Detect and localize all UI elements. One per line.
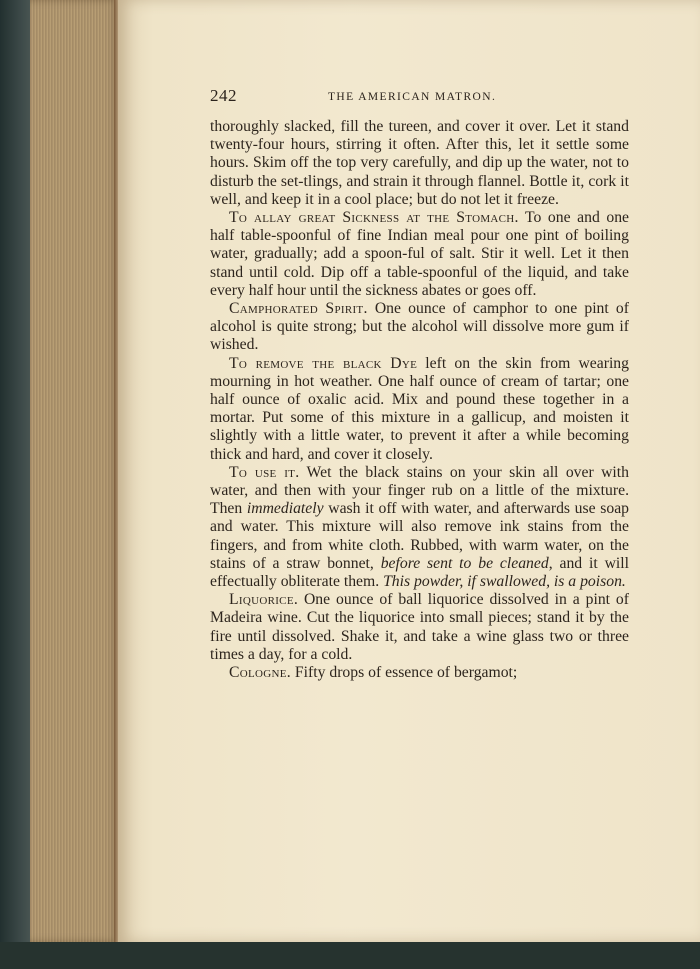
recipe-text: To one and one half table-spoonful of fine Indian meal pour one pint of boiling water, gradually; add a spoon-ful of salt. Stir it well. Let it then stand until cold. Dip off a table-spoonful of the liquid, and take every half hour until the sickness abates or goes off. [210,209,629,299]
recipe-heading: To remove the black Dye [229,354,418,372]
recipe-heading: To use it. [229,463,300,481]
page-number: 242 [210,86,237,105]
recipe-text: left on the skin from wearing mourning in hot weather. One half ounce of cream of tartar; one half ounce of oxalic acid. Mix and pound these together in a mortar. Put some of this mixture in a gallicup, and moisten it slightly with a little water, to prevent it after a while becoming thick and hard, and cover it closely. [210,354,629,463]
recipe-camphorated-spirit [210,300,629,355]
running-title: THE AMERICAN MATRON. [328,91,497,103]
recipe-italic: before sent to be cleaned [380,554,549,572]
paragraph-text: thoroughly slacked, fill the tureen, and cover it over. Let it stand twenty-four hours, stirring it often. After this, let it settle some hours. Skim off the top very carefully, and dip up the water, not to disturb the set-tlings, and strain it through flannel. Bottle it, cork it well, and keep it in a cool place; but do not let it freeze. [210,118,629,208]
recipe-text: , and it will effectually obliterate them. [210,554,629,591]
recipe-text: One ounce of camphor to one pint of alcohol is quite strong; but the alcohol will dissolve more gum if wished. [210,300,629,354]
recipe-allay-sickness [210,209,629,300]
page-edges [30,0,120,942]
recipe-heading: Camphorated Spirit. [229,300,368,318]
recipe-heading: Cologne. [229,664,291,682]
page-body [210,118,629,682]
book-bottom-band [0,942,700,969]
recipe-cologne [210,664,629,682]
recipe-use-it [210,464,629,591]
recipe-text: wash it off with water, and afterwards use soap and water. This mixture will also remove ink stains from the fingers, and from white cloth. Rubbed, with warm water, on the stains of a straw bonnet, [210,500,629,572]
recipe-heading: To allay great Sickness at the Stomach. [229,209,519,227]
recipe-text: Fifty drops of essence of bergamot; [291,664,518,682]
paragraph-continuation [210,118,629,209]
recipe-warning: This powder, if swallowed, is a poison. [383,573,626,591]
recipe-italic: immediately [246,500,324,518]
recipe-text: One ounce of ball liquorice dissolved in a pint of Madeira wine. Cut the liquorice into small pieces; stand it by the fire until dissolved. Shake it, and take a wine glass two or three times a day, for a cold. [210,591,629,663]
recipe-heading: Liquorice. [229,591,299,609]
recipe-text: Wet the black stains on your skin all over with water, and then with your finger rub on a little of the mixture. Then [210,463,629,518]
page-header [210,86,630,110]
recipe-remove-black-dye [210,355,629,464]
recipe-liquorice [210,591,629,664]
